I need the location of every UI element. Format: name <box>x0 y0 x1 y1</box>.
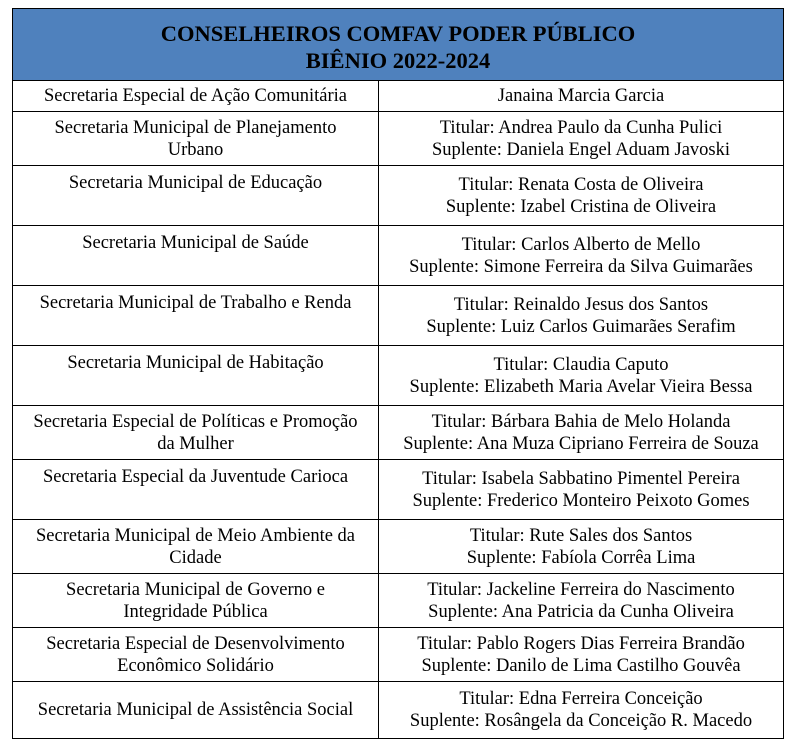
department-name-line: Secretaria Municipal de Habitação <box>67 353 324 373</box>
table-row <box>13 226 784 286</box>
department-name-line: Secretaria Municipal de Saúde <box>82 233 309 253</box>
titular-member: Titular: Pablo Rogers Dias Ferreira Brandão <box>417 633 745 654</box>
table-row <box>13 574 784 628</box>
department-cell <box>13 286 379 346</box>
suplente-member: Suplente: Danilo de Lima Castilho Gouvêa <box>421 655 741 676</box>
members-cell <box>379 166 784 226</box>
table-row <box>13 460 784 520</box>
table-row <box>13 682 784 739</box>
department-cell <box>13 682 379 739</box>
department-cell <box>13 574 379 628</box>
department-name-line: Secretaria Especial de Políticas e Promoção <box>33 411 358 432</box>
members-cell <box>379 81 784 112</box>
titular-member: Titular: Reinaldo Jesus dos Santos <box>453 294 709 315</box>
table-row <box>13 112 784 166</box>
titular-member: Titular: Isabela Sabbatino Pimentel Pereira <box>422 468 740 489</box>
department-cell <box>13 81 379 112</box>
department-cell <box>13 460 379 520</box>
titular-member: Titular: Rute Sales dos Santos <box>469 525 693 546</box>
members-cell <box>379 112 784 166</box>
title-line-1: CONSELHEIROS COMFAV PODER PÚBLICO <box>160 20 636 46</box>
department-name-line: Urbano <box>167 139 224 160</box>
suplente-member: Suplente: Ana Muza Cipriano Ferreira de Souza <box>403 433 759 454</box>
department-name-line: Secretaria Municipal de Governo e <box>66 579 325 600</box>
members-cell <box>379 574 784 628</box>
department-cell <box>13 628 379 682</box>
table-row <box>13 166 784 226</box>
members-cell <box>379 682 784 739</box>
department-cell <box>13 112 379 166</box>
table-row <box>13 346 784 406</box>
suplente-member: Suplente: Rosângela da Conceição R. Macedo <box>409 711 753 731</box>
department-name-line: Cidade <box>169 547 222 568</box>
table-row <box>13 520 784 574</box>
department-name-line: Secretaria Municipal de Trabalho e Renda <box>39 293 352 313</box>
members-cell <box>379 286 784 346</box>
suplente-member: Suplente: Ana Patricia da Cunha Oliveira <box>428 601 734 622</box>
titular-member: Titular: Edna Ferreira Conceição <box>459 689 703 709</box>
table-title <box>13 9 784 81</box>
titular-member: Titular: Claudia Caputo <box>493 354 669 375</box>
councillors-table <box>12 8 784 739</box>
members-cell <box>379 460 784 520</box>
suplente-member: Suplente: Izabel Cristina de Oliveira <box>445 196 717 217</box>
titular-member: Titular: Andrea Paulo da Cunha Pulici <box>439 117 723 138</box>
department-name-line: Secretaria Especial da Juventude Carioca <box>42 467 349 487</box>
titular-member: Titular: Renata Costa de Oliveira <box>458 174 704 195</box>
department-name-line: Secretaria Especial de Ação Comunitária <box>43 86 348 106</box>
department-cell <box>13 406 379 460</box>
department-name-line: Secretaria Especial de Desenvolvimento <box>46 633 345 654</box>
members-cell <box>379 226 784 286</box>
suplente-member: Suplente: Frederico Monteiro Peixoto Gomes <box>412 490 750 511</box>
department-name-line: Secretaria Municipal de Meio Ambiente da <box>35 525 356 546</box>
titular-member: Titular: Carlos Alberto de Mello <box>461 234 701 255</box>
titular-member: Titular: Bárbara Bahia de Melo Holanda <box>431 411 731 432</box>
title-line-2: BIÊNIO 2022-2024 <box>305 47 491 73</box>
suplente-member: Suplente: Luiz Carlos Guimarães Serafim <box>426 316 736 337</box>
table-row <box>13 286 784 346</box>
suplente-member: Suplente: Daniela Engel Aduam Javoski <box>432 139 730 160</box>
table-body <box>13 81 784 739</box>
department-name-line: Integridade Pública <box>123 601 268 622</box>
department-name-line: Econômico Solidário <box>117 655 274 676</box>
members-cell <box>379 346 784 406</box>
titular-member: Titular: Jackeline Ferreira do Nascimento <box>427 579 735 600</box>
suplente-member: Suplente: Elizabeth Maria Avelar Vieira Bessa <box>409 376 753 397</box>
members-cell <box>379 406 784 460</box>
department-cell <box>13 166 379 226</box>
department-name-line: Secretaria Municipal de Educação <box>68 173 323 193</box>
department-cell <box>13 520 379 574</box>
members-cell <box>379 628 784 682</box>
table-row <box>13 81 784 112</box>
department-cell <box>13 346 379 406</box>
suplente-member: Suplente: Fabíola Corrêa Lima <box>466 547 696 568</box>
members-cell <box>379 520 784 574</box>
suplente-member: Suplente: Simone Ferreira da Silva Guimarães <box>409 256 753 277</box>
department-name-line: da Mulher <box>157 433 234 454</box>
table-row <box>13 628 784 682</box>
member-name: Janaina Marcia Garcia <box>497 86 665 106</box>
table-row <box>13 406 784 460</box>
department-cell <box>13 226 379 286</box>
department-name-line: Secretaria Municipal de Planejamento <box>54 117 337 138</box>
department-name-line: Secretaria Municipal de Assistência Social <box>37 700 354 720</box>
